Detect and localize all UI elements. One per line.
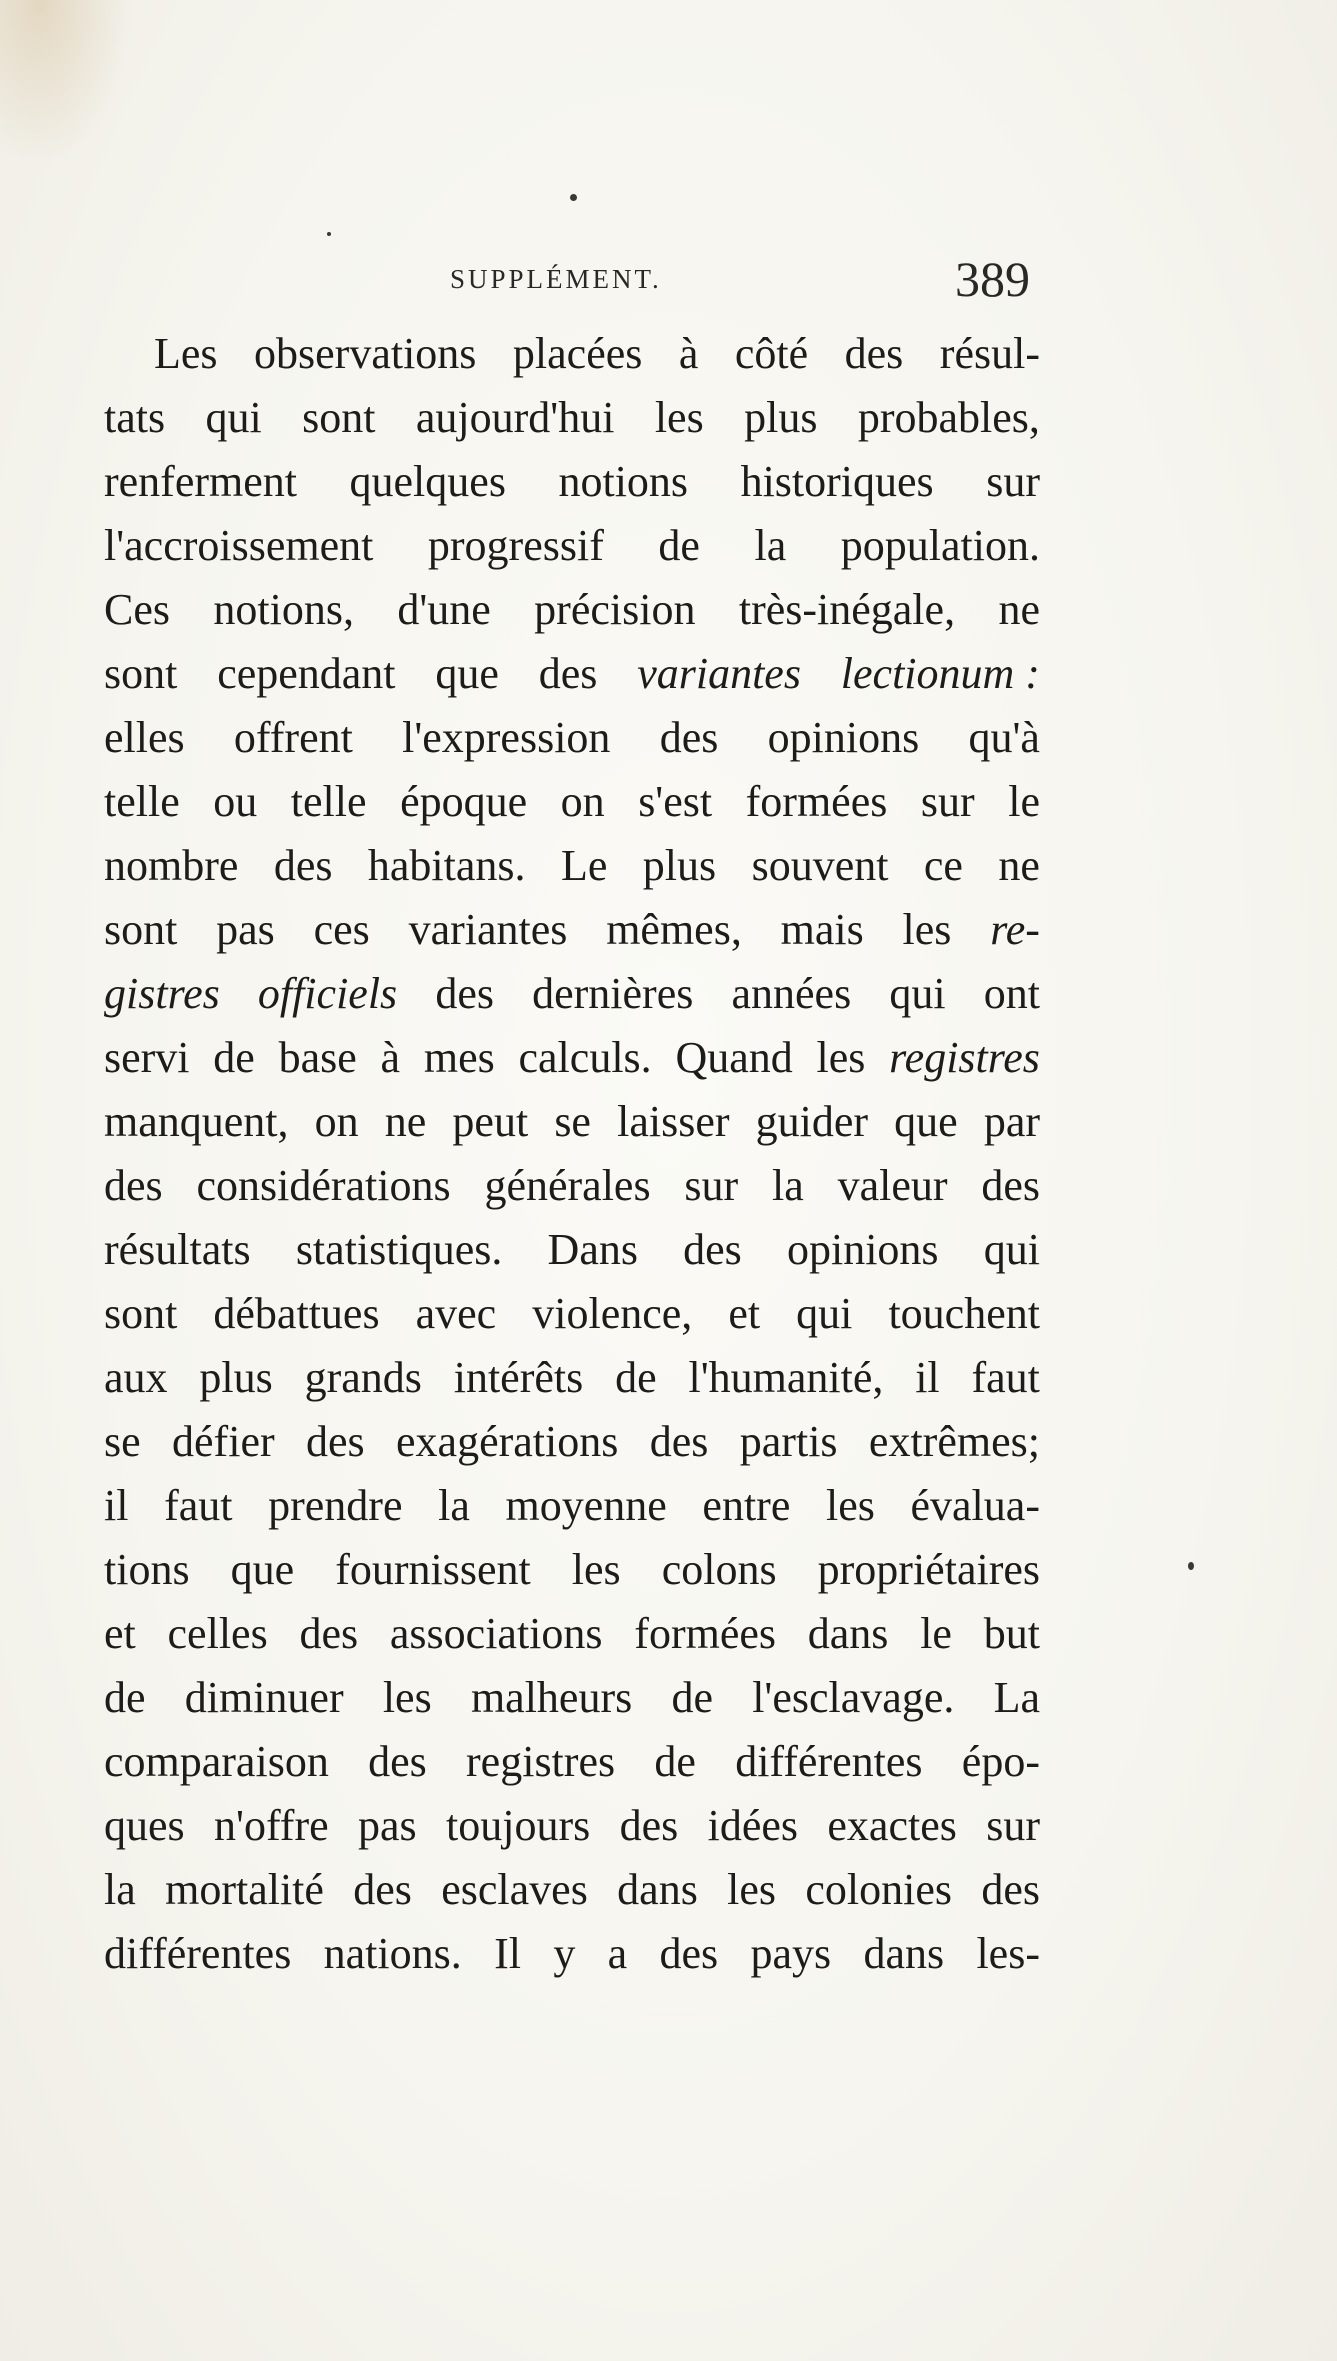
word: historiques [740, 457, 934, 506]
word: moyenne [505, 1481, 667, 1530]
word: exactes [827, 1801, 957, 1850]
word: Dans [547, 1225, 638, 1274]
word: des [435, 969, 494, 1018]
word: Quand [675, 1033, 793, 1082]
word: progressif [427, 521, 604, 570]
word: offrent [233, 713, 353, 762]
word: ne [998, 585, 1040, 634]
word: tions [104, 1545, 190, 1594]
word: le [920, 1609, 952, 1658]
word: sur [684, 1161, 739, 1210]
word: quelques [349, 457, 506, 506]
word: colons [661, 1545, 777, 1594]
word: des [683, 1225, 742, 1274]
word: des [981, 1161, 1040, 1210]
text-line [104, 1282, 1040, 1346]
word: débattues [213, 1289, 380, 1338]
word: pays [750, 1929, 832, 1978]
word: résultats [104, 1225, 251, 1274]
text-line [104, 1666, 1040, 1730]
word: dans [863, 1929, 945, 1978]
word: les [816, 1033, 866, 1082]
word: registres [466, 1737, 616, 1786]
word: que [435, 649, 499, 698]
word: mortalité [165, 1865, 324, 1914]
text-line [104, 1346, 1040, 1410]
word: renferment [104, 457, 297, 506]
word: faut [164, 1481, 233, 1530]
word: touchent [888, 1289, 1040, 1338]
text-line [104, 1794, 1040, 1858]
word: telle [290, 777, 367, 826]
word: des [659, 713, 719, 762]
word: plus [744, 393, 818, 442]
word: idées [707, 1801, 799, 1850]
word: La [993, 1673, 1040, 1722]
word: qu'à [968, 713, 1040, 762]
word: ques [104, 1801, 185, 1850]
word: on [560, 777, 605, 826]
word: l'expression [402, 713, 611, 762]
word: Ces [104, 585, 170, 634]
word: calculs. [518, 1033, 652, 1082]
word: qui [983, 1225, 1040, 1274]
word: époque [400, 777, 528, 826]
word: sur [920, 777, 975, 826]
word: des [299, 1609, 359, 1658]
word: ce [923, 841, 963, 890]
word: ne [384, 1097, 427, 1146]
word: manquent, [104, 1097, 289, 1146]
word: sont [104, 905, 178, 954]
word: formées [634, 1609, 777, 1658]
text-line [104, 1922, 1040, 1986]
word: telle [104, 777, 180, 826]
word: par [983, 1097, 1040, 1146]
word: y [553, 1929, 576, 1978]
text-line [104, 898, 1040, 962]
word: statistiques. [295, 1225, 503, 1274]
word: des [659, 1929, 719, 1978]
text-line [104, 962, 1040, 1026]
text-line [104, 1538, 1040, 1602]
word: se [554, 1097, 591, 1146]
word: prendre [268, 1481, 403, 1530]
word: la [771, 1161, 804, 1210]
word: fournissent [335, 1545, 531, 1594]
word: s'est [638, 777, 713, 826]
word: très-inégale, [738, 585, 956, 634]
word: mes [423, 1033, 495, 1082]
text-line [104, 642, 1040, 706]
word: des [353, 1865, 412, 1914]
body-text [104, 322, 1040, 1986]
text-line [104, 450, 1040, 514]
word: notions [558, 457, 689, 506]
word: cependant [217, 649, 396, 698]
word: de [654, 1737, 696, 1786]
word: pas [358, 1801, 417, 1850]
word: variantes [637, 649, 801, 698]
word: but [983, 1609, 1040, 1658]
word: lectionum : [840, 649, 1040, 698]
word: observations [254, 329, 477, 378]
word: les [902, 905, 952, 954]
word: elles [104, 713, 185, 762]
word: de [658, 521, 700, 570]
word: sur [986, 457, 1040, 506]
word: associations [389, 1609, 603, 1658]
word: colonies [805, 1865, 953, 1914]
word: servi [104, 1033, 190, 1082]
text-line [104, 834, 1040, 898]
word: précision [534, 585, 696, 634]
word: que [230, 1545, 295, 1594]
page-number: 389 [955, 251, 1030, 307]
word: base [278, 1033, 357, 1082]
word: de [104, 1673, 146, 1722]
word: de [671, 1673, 713, 1722]
word: on [314, 1097, 359, 1146]
text-line [104, 1090, 1040, 1154]
word: dans [807, 1609, 889, 1658]
word: des [619, 1801, 679, 1850]
word: valeur [837, 1161, 948, 1210]
word: les- [976, 1929, 1040, 1978]
word: partis [739, 1417, 838, 1466]
word: le [1008, 777, 1040, 826]
word: dernières [532, 969, 694, 1018]
word: des [368, 1737, 427, 1786]
paper-speck [327, 232, 331, 236]
word: officiels [257, 969, 398, 1018]
word: qui [796, 1289, 853, 1338]
word: nombre [104, 841, 239, 890]
word: d'une [397, 585, 491, 634]
word: population. [840, 521, 1040, 570]
word: les [571, 1545, 621, 1594]
word: l'accroissement [104, 521, 374, 570]
word: ont [983, 969, 1040, 1018]
word: probables, [857, 393, 1040, 442]
word: à [380, 1033, 401, 1082]
word: celles [167, 1609, 268, 1658]
word: des [538, 649, 598, 698]
word: toujours [446, 1801, 591, 1850]
word: résul- [939, 329, 1040, 378]
word: registres [889, 1033, 1040, 1082]
word: sont [104, 1289, 178, 1338]
word: des [104, 1161, 163, 1210]
word: qui [889, 969, 946, 1018]
word: considérations [196, 1161, 451, 1210]
word: Il [494, 1929, 521, 1978]
text-line [104, 1410, 1040, 1474]
word: placées [512, 329, 643, 378]
word: re- [990, 905, 1040, 954]
word: gistres [104, 969, 220, 1018]
word: que [894, 1097, 958, 1146]
word: avec [415, 1289, 497, 1338]
word: épo- [961, 1737, 1040, 1786]
word: années [731, 969, 852, 1018]
word: comparaison [104, 1737, 329, 1786]
word: guider [755, 1097, 869, 1146]
word: l'esclavage. [752, 1673, 955, 1722]
word: évalua- [910, 1481, 1040, 1530]
word: plus [199, 1353, 273, 1402]
word: les [727, 1865, 777, 1914]
word: Le [560, 841, 608, 890]
text-line [104, 322, 1040, 386]
word: grands [304, 1353, 422, 1402]
word: des [649, 1417, 709, 1466]
word: des [844, 329, 904, 378]
running-head [0, 250, 1337, 310]
word: ces [313, 905, 370, 954]
text-line [104, 1858, 1040, 1922]
word: aujourd'hui [415, 393, 615, 442]
text-line [104, 770, 1040, 834]
word: qui [205, 393, 262, 442]
text-line [104, 706, 1040, 770]
paper-speck [570, 194, 577, 201]
text-line [104, 1474, 1040, 1538]
word: peut [452, 1097, 529, 1146]
word: aux [104, 1353, 168, 1402]
word: se [104, 1417, 141, 1466]
word: l'humanité, [688, 1353, 884, 1402]
word: violence, [532, 1289, 693, 1338]
word: plus [642, 841, 717, 890]
text-line [104, 1602, 1040, 1666]
word: sont [302, 393, 376, 442]
word: opinions [786, 1225, 939, 1274]
word: diminuer [184, 1673, 344, 1722]
word: défier [172, 1417, 275, 1466]
word: et [728, 1289, 761, 1338]
word: propriétaires [817, 1545, 1040, 1594]
word: sont [104, 649, 178, 698]
word: générales [484, 1161, 651, 1210]
text-line [104, 1154, 1040, 1218]
word: différentes [104, 1929, 292, 1978]
word: à [678, 329, 699, 378]
paper-speck [1188, 1562, 1194, 1570]
word: ne [998, 841, 1040, 890]
text-line [104, 1026, 1040, 1090]
word: extrêmes; [868, 1417, 1040, 1466]
word: des [273, 841, 333, 890]
word: différentes [735, 1737, 923, 1786]
word: ou [213, 777, 258, 826]
word: les [825, 1481, 875, 1530]
word: la [104, 1865, 136, 1914]
word: esclaves [441, 1865, 588, 1914]
text-line [104, 1730, 1040, 1794]
text-line [104, 1218, 1040, 1282]
word: notions, [213, 585, 354, 634]
word: Les [154, 329, 218, 378]
word: de [615, 1353, 657, 1402]
running-head-title: SUPPLÉMENT. [450, 264, 662, 294]
word: formées [745, 777, 888, 826]
word: intérêts [453, 1353, 584, 1402]
text-line [104, 578, 1040, 642]
word: souvent [751, 841, 889, 890]
word: sur [986, 1801, 1040, 1850]
word: côté [734, 329, 809, 378]
word: tats [104, 393, 166, 442]
word: et [104, 1609, 136, 1658]
word: il [104, 1481, 129, 1530]
word: mais [780, 905, 864, 954]
word: les [654, 393, 704, 442]
word: mêmes, [606, 905, 742, 954]
word: la [438, 1481, 470, 1530]
word: des [981, 1865, 1040, 1914]
word: variantes [408, 905, 568, 954]
text-line [104, 514, 1040, 578]
word: n'offre [214, 1801, 329, 1850]
word: pas [216, 905, 275, 954]
word: opinions [767, 713, 920, 762]
text-line [104, 386, 1040, 450]
word: des [306, 1417, 365, 1466]
word: habitans. [367, 841, 526, 890]
word: il [915, 1353, 940, 1402]
word: entre [702, 1481, 791, 1530]
word: les [382, 1673, 432, 1722]
word: la [754, 521, 787, 570]
word: dans [617, 1865, 698, 1914]
word: laisser [617, 1097, 730, 1146]
word: de [213, 1033, 255, 1082]
word: nations. [323, 1929, 462, 1978]
word: malheurs [470, 1673, 633, 1722]
word: faut [971, 1353, 1040, 1402]
word: a [607, 1929, 628, 1978]
word: exagérations [396, 1417, 619, 1466]
